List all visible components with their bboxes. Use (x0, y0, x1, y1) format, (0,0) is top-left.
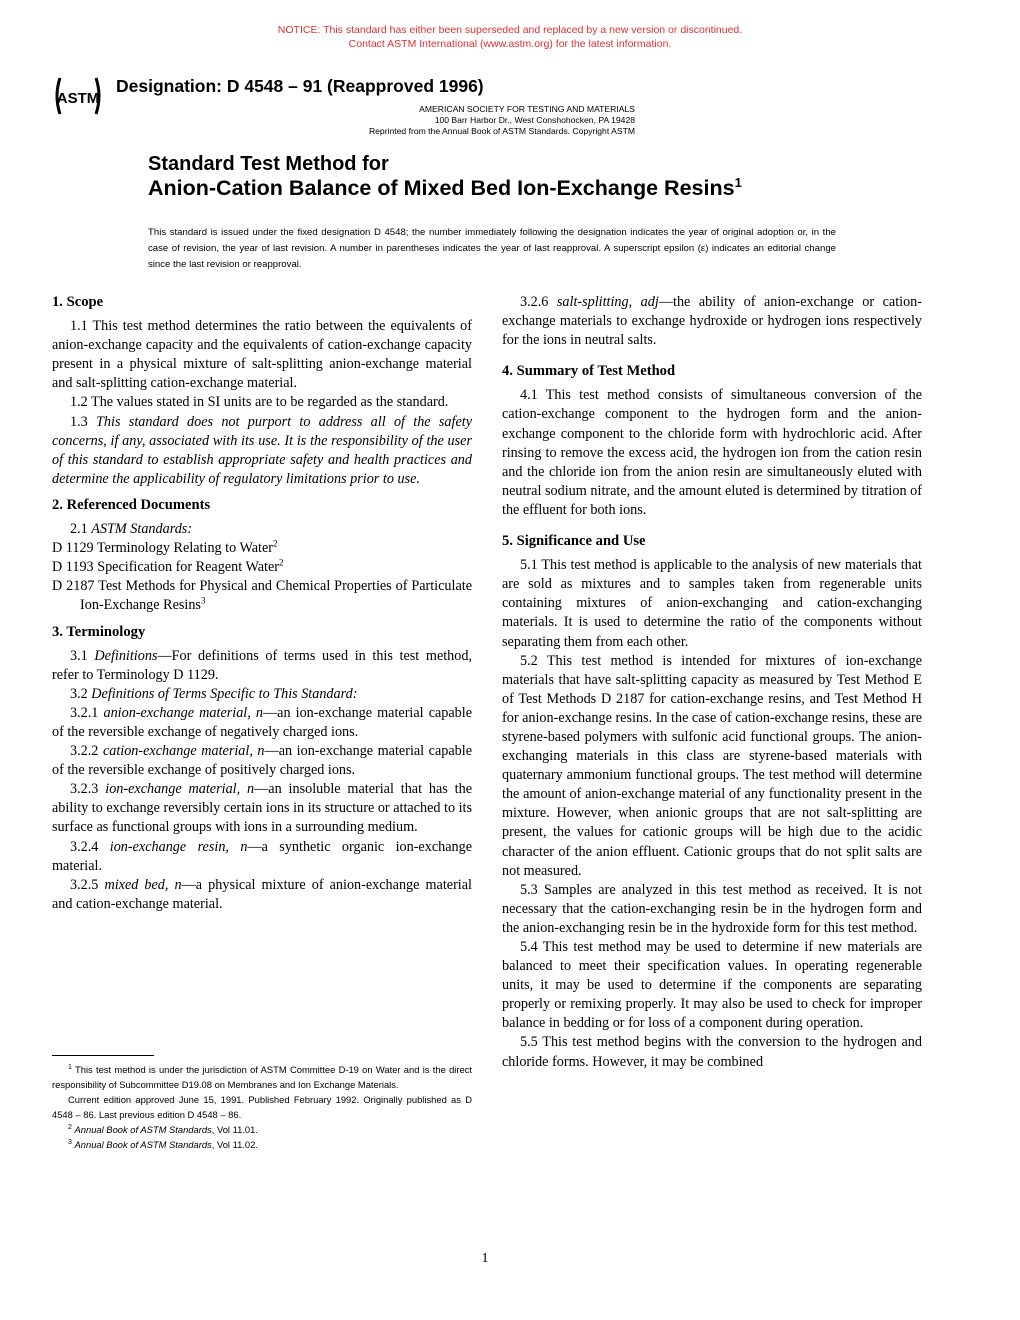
footnote-divider (52, 1055, 154, 1056)
para-4-1: 4.1 This test method consists of simultaneous conversion of the cation-exchange component to the hydrogen form and the anion-exchange component to the chloride form with hydrochloric acid. After rinsing to remove the excess acid, the hydrogen ion from the cation resin and the chloride ion from the anion resin are simultaneously eluted with neutral sodium nitrate, and the amount eluted is determined by titration of the effluent for both ions. (502, 387, 922, 518)
right-column (502, 293, 922, 1072)
terminology-heading: 3. Terminology (52, 623, 146, 640)
footnotes (52, 1062, 472, 1152)
designation: Designation: D 4548 – 91 (Reapproved 1996) (116, 76, 484, 96)
ref-d1129: D 1129 Terminology Relating to Water$^2$ (52, 538, 278, 557)
ref-d2187: D 2187 Test Methods for Physical and Chemical Properties of Particulate Ion-Exchange Resins$^3$ (52, 578, 472, 614)
scope-heading: 1. Scope (52, 294, 104, 310)
para-1-1: 1.1 This test method determines the ratio between the equivalents of anion-exchange capacity and the equivalents of cation-exchange capacity present in a physical mixture of salt-splitting anion-exchange material and salt-splitting cation-exchange material. (52, 318, 472, 392)
para-5-3: 5.3 Samples are analyzed in this test method as received. It is not necessary that the cation-exchanging resin be in the hydrogen form and the anion-exchanging resin be in the hydroxide form for this test method. (502, 881, 922, 936)
org-address: 100 Barr Harbor Dr., West Conshohocken, PA 19428 (434, 115, 635, 125)
page-number: 1 (481, 1251, 489, 1266)
footnote-1: $^1$ This test method is under the jurisdiction of ASTM Committee D-19 on Water and is the direct responsibility of Subcommittee D19.08 on Membranes and Ion Exchange Materials. (52, 1063, 472, 1090)
para-5-2: 5.2 This test method is intended for mixtures of ion-exchange materials that have salt-splitting capacity as measured by Test Method E of Test Methods D 2187 for cation-exchange resins, and Test Method H for anion-exchange resins. In the case of cation-exchange resins, these are styrene-based polymers with sulfonic acid functional groups. The anion-exchanging materials in this class are styrene-based materials with quaternary ammonium functional groups. The test method will determine the amount of anion-exchange material of any functionality present in the mixture. However, when anionic groups that are not salt-splitting are present, the values for cationic groups will be high due to the acidic character of the anion effluent. Cationic groups that do not split salts are not measured. (502, 652, 922, 879)
footnote-3: $^3$ Annual Book of ASTM Standards, Vol 11.02. (68, 1138, 258, 1150)
left-column (52, 293, 472, 914)
org-reprint: Reprinted from the Annual Book of ASTM Standards. Copyright ASTM (368, 126, 635, 136)
org-name: AMERICAN SOCIETY FOR TESTING AND MATERIALS (419, 104, 635, 114)
title-footnote-ref: 1 (734, 175, 742, 190)
para-5-1: 5.1 This test method is applicable to the analysis of new materials that are sold as mixtures and to samples taken from regenerable units containing mixtures of anion-exchanging and cation-exchanging materials. It is used to determine the ratio of the components without separating them from each other. (502, 557, 922, 650)
title-line-1: Standard Test Method for (148, 153, 389, 175)
notice-line-1: NOTICE: This standard has either been superseded and replaced by a new version or discontinued. (277, 24, 743, 36)
para-2-1: 2.1 ASTM Standards: (70, 521, 193, 538)
para-3-2-2: 3.2.2 cation-exchange material, n—an ion-exchange material capable of the reversible exchange of positively charged ions. (52, 743, 473, 779)
title-main: Anion-Cation Balance of Mixed Bed Ion-Exchange Resins (148, 176, 735, 201)
para-3-1: 3.1 Definitions—For definitions of terms used in this test method, refer to Terminology D 1129. (52, 647, 473, 683)
summary-heading: 4. Summary of Test Method (502, 363, 676, 380)
logo-text: ASTM (56, 90, 100, 107)
para-3-2-3: 3.2.3 ion-exchange material, n—an insoluble material that has the ability to exchange reversibly certain ions in its structure or attached to its surface as functional groups with ions in a surrounding medium. (52, 781, 473, 836)
title-line-2 (148, 175, 742, 201)
significance-heading: 5. Significance and Use (502, 533, 646, 550)
para-3-2-6: 3.2.6 salt-splitting, adj—the ability of anion-exchange or cation-exchange materials to exchange hydroxide or hydrogen ions respectively for the ions in neutral salts. (502, 294, 923, 349)
para-3-2-5: 3.2.5 mixed bed, n—a physical mixture of anion-exchange material and cation-exchange material. (52, 876, 472, 912)
para-3-2: 3.2 Definitions of Terms Specific to This Standard: (70, 685, 358, 702)
para-1-2: 1.2 The values stated in SI units are to be regarded as the standard. (70, 394, 449, 411)
footnote-1-cont: Current edition approved June 15, 1991. Published February 1992. Originally published as D 4548 – 86. Last previous edition D 4548 – 86. (52, 1094, 472, 1120)
issued-note: This standard is issued under the fixed designation D 4548; the number immediately following the designation indicates the year of original adoption or, in the case of revision, the year of last revision. A number in parentheses indicates the year of last reapproval. A superscript epsilon (ε) indicates an editorial change since the last revision or reapproval. (148, 227, 836, 270)
astm-logo (52, 72, 104, 120)
para-5-4: 5.4 This test method may be used to determine if new materials are balanced to meet their specification values. In operating regenerable units, it may be used to determine if the components are separating properly or remixing properly. It may also be used to check for improper balance in bedding or for loss of a component during operation. (502, 939, 922, 1032)
para-5-5: 5.5 This test method begins with the conversion to the hydrogen and chloride forms. However, it may be combined (502, 1034, 922, 1070)
refdocs-heading: 2. Referenced Documents (52, 496, 211, 513)
para-3-2-1: 3.2.1 anion-exchange material, n—an ion-exchange material capable of the reversible exchange of negatively charged ions. (52, 704, 473, 740)
footnote-2: $^2$ Annual Book of ASTM Standards, Vol 11.01. (68, 1123, 258, 1135)
para-3-2-4: 3.2.4 ion-exchange resin, n—a synthetic organic ion-exchange material. (52, 838, 472, 874)
notice-line-2: Contact ASTM International (www.astm.org) for the latest information. (348, 38, 672, 50)
ref-d1193: D 1193 Specification for Reagent Water$^2$ (52, 557, 284, 576)
para-1-3: 1.3 This standard does not purport to address all of the safety concerns, if any, associated with its use. It is the responsibility of the user of this standard to establish appropriate safety and health practices and determine the applicability of regulatory limitations prior to use. (52, 413, 472, 487)
